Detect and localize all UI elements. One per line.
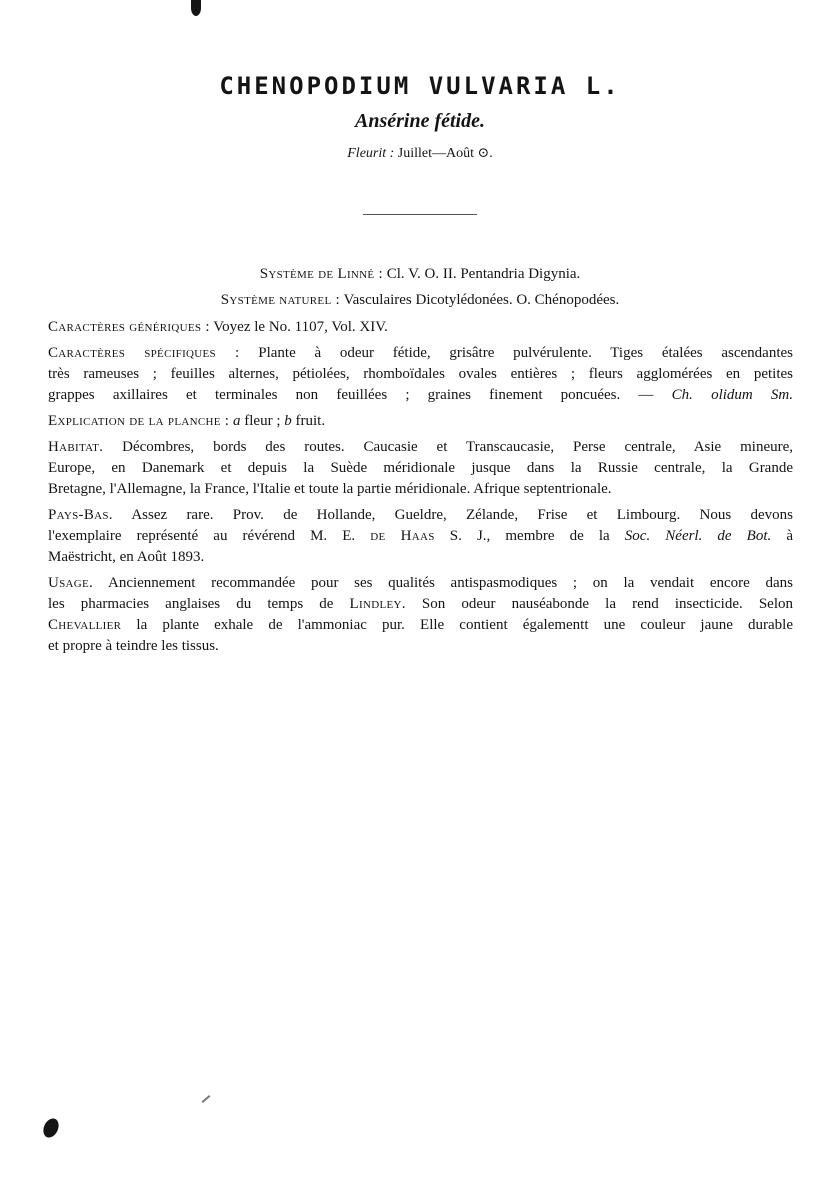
divider-rule (363, 214, 477, 215)
usage-line1: Anciennement recommandée pour ses qualités antispasmodiques ; on la vendait encore dans (107, 575, 793, 591)
usage-line2-lindley: Lindley. (349, 596, 406, 612)
flowering-label: Fleurit : (347, 146, 395, 161)
explication-b: b (284, 413, 292, 429)
paysbas-line2-c: à (786, 528, 794, 544)
usage-line4: et propre à teindre les tissus. (48, 638, 219, 654)
habitat-label: Habitat. (48, 439, 104, 455)
usage-line2-b: Son odeur nauséabonde la rend insecticide. Selon (421, 596, 794, 612)
habitat-line2: Europe, en Danemark et depuis la Suède méridionale jusque dans la Russie centrale, la Grande (48, 460, 793, 476)
paysbas-line2-a: l'exemplaire représenté au révérend M. E. (48, 528, 356, 544)
paysbas-line1: Assez rare. Prov. de Hollande, Gueldre, Zélande, Frise et Limbourg. Nous devons (131, 507, 793, 523)
natural-system (0, 292, 840, 309)
usage-label: Usage. (48, 575, 94, 591)
generic-value: Voyez le No. 1107, Vol. XIV. (213, 319, 388, 335)
usage-line3: la plante exhale de l'ammoniac pur. Elle contient égalementt une couleur jaune durable (136, 617, 793, 633)
linne-value: Cl. V. O. II. Pentandria Digynia. (386, 266, 581, 282)
naturel-value: Vasculaires Dicotylédonées. O. Chénopodées. (343, 292, 620, 308)
paysbas-line2-haas: Haas (400, 528, 435, 544)
specific-label: Caractères spécifiques : (48, 345, 240, 361)
paysbas-line2-soc: Soc. Néerl. de Bot. (624, 528, 772, 544)
plate-explanation (48, 411, 793, 432)
pencil-mark (202, 1095, 211, 1103)
generic-label: Caractères génériques : (48, 319, 210, 335)
linne-system (0, 266, 840, 283)
explication-label: Explication de la planche : (48, 413, 230, 429)
naturel-label: Système naturel : (220, 292, 340, 308)
specific-line3: grappes axillaires et terminales non feuillées ; graines finement poncuées. — (48, 387, 654, 403)
specific-characters (48, 343, 793, 406)
explication-a-text: fleur ; (244, 413, 281, 429)
paysbas-label: Pays-Bas. (48, 507, 113, 523)
paysbas-line2-de: de (370, 528, 386, 544)
habitat-paragraph (48, 437, 793, 500)
paysbas-line2-b: S. J., membre de la (449, 528, 610, 544)
usage-line2-a: les pharmacies anglaises du temps de (48, 596, 334, 612)
ink-spot-left (40, 1116, 61, 1140)
usage-paragraph (48, 573, 793, 657)
linne-label: Système de Linné : (259, 266, 383, 282)
specific-line2: très rameuses ; feuilles alternes, pétiolées, rhomboïdales ovales entières ; fleurs agglomérées en petites (48, 366, 793, 382)
species-title: CHENOPODIUM VULVARIA L. (219, 72, 621, 100)
flowering-period (0, 145, 840, 162)
ink-spot-top (191, 0, 201, 16)
explication-b-text: fruit. (295, 413, 326, 429)
specific-line1: Plante à odeur fétide, grisâtre pulvérulente. Tiges étalées ascendantes (258, 345, 794, 361)
explication-a: a (233, 413, 241, 429)
paysbas-paragraph (48, 505, 793, 568)
flowering-value: Juillet—Août ⊙. (397, 146, 493, 161)
usage-line3-chevallier: Chevallier (48, 617, 122, 633)
habitat-line1: Décombres, bords des routes. Caucasie et Transcaucasie, Perse centrale, Asie mineure, (122, 439, 794, 455)
specific-synonym: Ch. olidum Sm. (671, 387, 793, 403)
common-name: Ansérine fétide. (355, 110, 485, 132)
generic-characters (48, 317, 793, 338)
habitat-line3: Bretagne, l'Allemagne, la France, l'Italie et toute la partie méridionale. Afrique septentrionale. (48, 481, 612, 497)
paysbas-line3: Maëstricht, en Août 1893. (48, 549, 205, 565)
